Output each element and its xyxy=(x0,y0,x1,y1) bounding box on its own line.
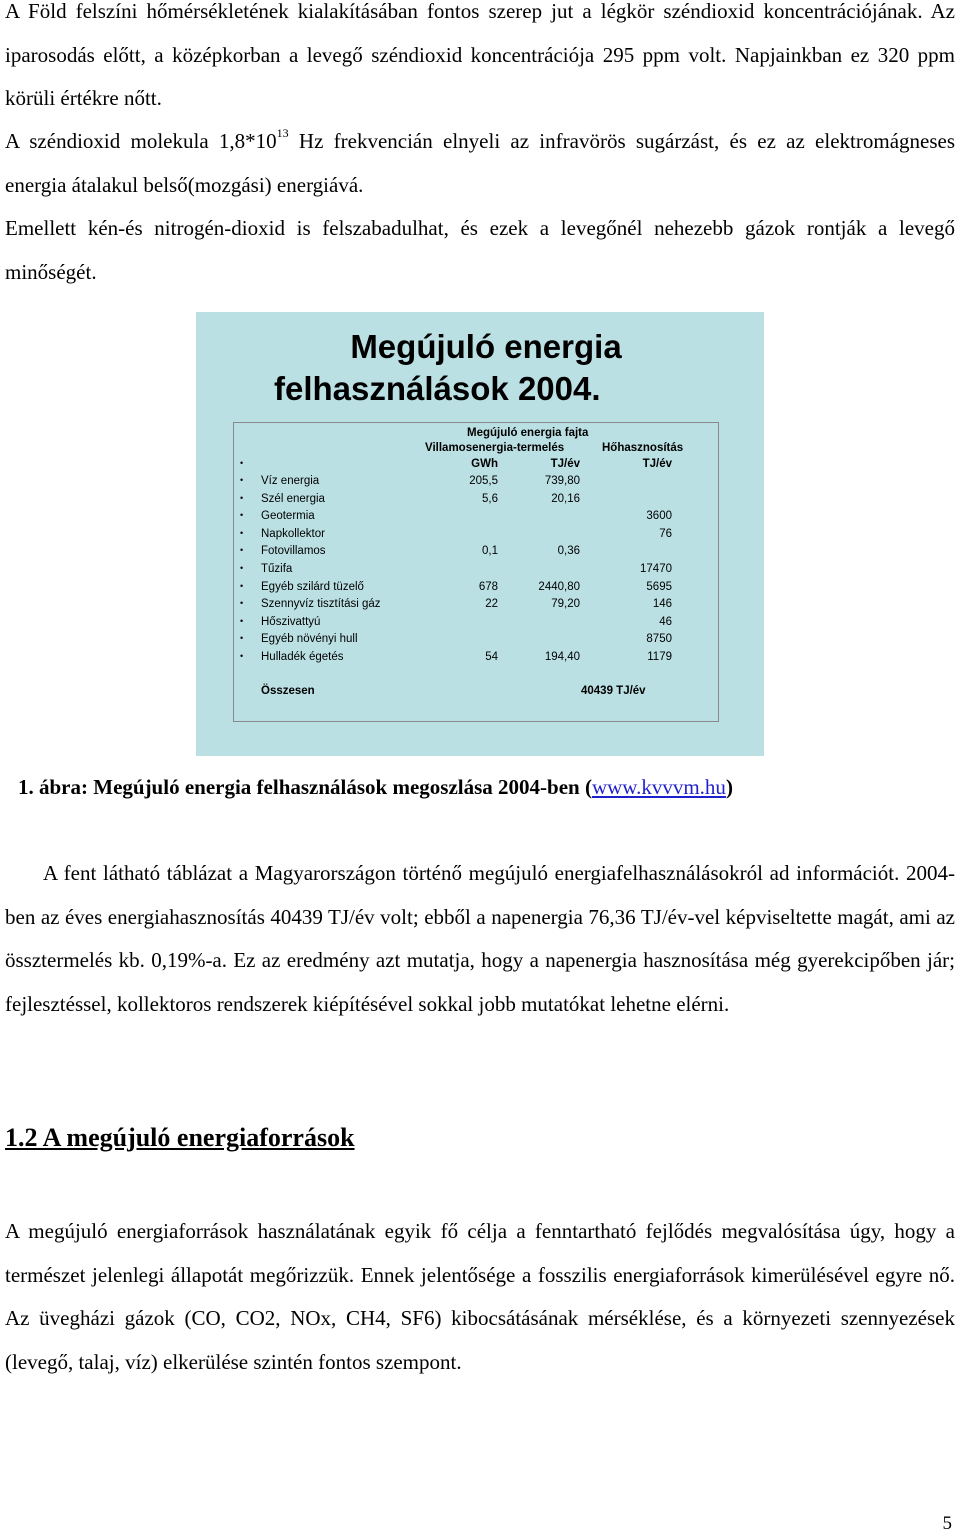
slide-title-line-2: felhasználások 2004. xyxy=(274,370,601,407)
unit-tj-electric: TJ/év xyxy=(550,458,580,470)
energy-type: Napkollektor xyxy=(261,527,325,540)
unit-gwh: GWh xyxy=(471,458,498,470)
bullet: • xyxy=(240,651,244,661)
value-tj-electric: 739,80 xyxy=(544,475,580,487)
body-paragraph-1: A fent látható táblázat a Magyarországon történő megújuló energiafelhasználásokról ad információt. 2004-ben az éves energiahasznosítás 40439 TJ/év volt; ebből a napenergia 76,36 TJ/év-vel képviseltette magát, ami az össztermelés kb. 0,19%-a. Ez az eredmény azt mutatja, hogy a napenergia hasznosítása még gyerekcipőben jár; fejlesztéssel, kollektoros rendszerek kiépítésével sokkal jobb mutatókat lehetne elérni. xyxy=(5,861,955,1016)
energy-type: Szennyvíz tisztítási gáz xyxy=(261,598,381,611)
value-tj-electric: 79,20 xyxy=(551,598,580,611)
intro-paragraph-2 xyxy=(5,120,955,207)
bullet: • xyxy=(240,563,244,573)
bullet: • xyxy=(240,475,244,485)
table-row xyxy=(234,563,720,580)
value-gwh: 22 xyxy=(485,598,498,611)
unit-tj-heat: TJ/év xyxy=(642,458,672,470)
table-row xyxy=(234,475,720,492)
p2-text-after: Hz frekvencián elnyeli az infravörös sugárzást, és ez az elektromágneses energia átalakul belső(mozgási) energiává. xyxy=(5,129,955,197)
bullet: • xyxy=(240,527,244,538)
renewable-energy-slide xyxy=(196,312,764,756)
energy-type: Hulladék égetés xyxy=(261,651,344,663)
header-electricity: Villamosenergia-termelés xyxy=(425,442,565,454)
value-tj-heat: 3600 xyxy=(646,510,672,523)
table-row xyxy=(234,545,720,562)
value-tj-electric: 20,16 xyxy=(551,492,580,505)
value-tj-heat: 46 xyxy=(659,615,672,628)
bullet: • xyxy=(240,615,244,626)
total-value: 40439 TJ/év xyxy=(581,685,646,697)
total-label: Összesen xyxy=(261,685,315,697)
bullet: • xyxy=(240,492,244,503)
header-group: Megújuló energia fajta xyxy=(467,427,589,439)
energy-type: Hőszivattyú xyxy=(261,615,321,628)
slide-title xyxy=(196,326,764,410)
table-row xyxy=(234,510,720,527)
value-tj-heat: 76 xyxy=(659,527,672,540)
bullet: • xyxy=(240,545,244,556)
value-gwh: 205,5 xyxy=(469,475,498,487)
table-row xyxy=(234,528,720,545)
table-row xyxy=(234,493,720,510)
energy-type: Egyéb növényi hull xyxy=(261,633,358,646)
value-gwh: 0,1 xyxy=(482,545,498,558)
value-tj-electric: 0,36 xyxy=(557,545,580,558)
energy-type: Fotovillamos xyxy=(261,545,326,558)
value-tj-heat: 146 xyxy=(652,598,672,611)
value-gwh: 54 xyxy=(485,651,498,663)
header-heat: Hőhasznosítás xyxy=(602,442,684,454)
value-gwh: 5,6 xyxy=(482,492,498,505)
body-paragraph-2: A megújuló energiaforrások használatának egyik fő célja a fenntartható fejlődés megvalósítása úgy, hogy a természet jelenlegi állapotát megőrizzük. Ennek jelentősége a fosszilis energiaforrások kimerülésével egyre nő. Az üvegházi gázok (CO, CO2, NOx, CH4, SF6) kibocsátásának mérséklése, és a környezeti szennyezések (levegő, talaj, víz) elkerülése szintén fontos szempont. xyxy=(5,1219,955,1374)
units-row xyxy=(234,458,720,475)
exponent: 13 xyxy=(276,126,289,140)
section-heading: 1.2 A megújuló energiaforrások xyxy=(5,1123,355,1152)
caption-close: ) xyxy=(725,775,733,799)
intro-paragraph-3: Emellett kén-és nitrogén-dioxid is felszabadulhat, és ezek a levegőnél nehezebb gázok rontják a levegő minőségét. xyxy=(5,216,955,284)
slide-title-line-1: Megújuló energia xyxy=(350,328,622,365)
table-row xyxy=(234,581,720,598)
bullet: • xyxy=(240,580,244,591)
bullet: • xyxy=(240,458,244,468)
energy-type: Víz energia xyxy=(261,475,320,487)
intro-paragraph-1: A Föld felszíni hőmérsékletének kialakításában fontos szerep jut a légkör széndioxid koncentrációjának. Az iparosodás előtt, a középkorban a levegő széndioxid koncentrációja 295 ppm volt. Napjainkban ez 320 ppm körüli értékre nőtt. xyxy=(5,0,955,110)
bullet: • xyxy=(240,510,244,521)
value-tj-heat: 8750 xyxy=(646,633,672,646)
energy-type: Geotermia xyxy=(261,510,315,523)
table-row xyxy=(234,616,720,633)
table-row xyxy=(234,598,720,615)
table-row xyxy=(234,651,720,668)
energy-type: Egyéb szilárd tüzelő xyxy=(261,580,364,593)
value-tj-electric: 2440,80 xyxy=(538,580,580,593)
value-gwh: 678 xyxy=(478,580,498,593)
value-tj-heat: 1179 xyxy=(647,651,672,663)
value-tj-heat: 17470 xyxy=(640,563,672,575)
bullet: • xyxy=(240,633,244,644)
figure-caption xyxy=(18,770,733,804)
energy-type: Tűzifa xyxy=(261,563,293,575)
value-tj-electric: 194,40 xyxy=(544,651,580,663)
page-number: 5 xyxy=(942,1513,952,1534)
caption-link[interactable]: www.kvvvm.hu xyxy=(591,775,726,799)
p2-text-before: A széndioxid molekula 1,8*10 xyxy=(5,129,277,153)
table-row xyxy=(234,633,720,650)
energy-table xyxy=(233,422,719,722)
bullet: • xyxy=(240,598,244,609)
energy-type: Szél energia xyxy=(261,492,325,505)
value-tj-heat: 5695 xyxy=(646,580,672,593)
caption-text: 1. ábra: Megújuló energia felhasználások megoszlása 2004-ben ( xyxy=(18,775,592,799)
